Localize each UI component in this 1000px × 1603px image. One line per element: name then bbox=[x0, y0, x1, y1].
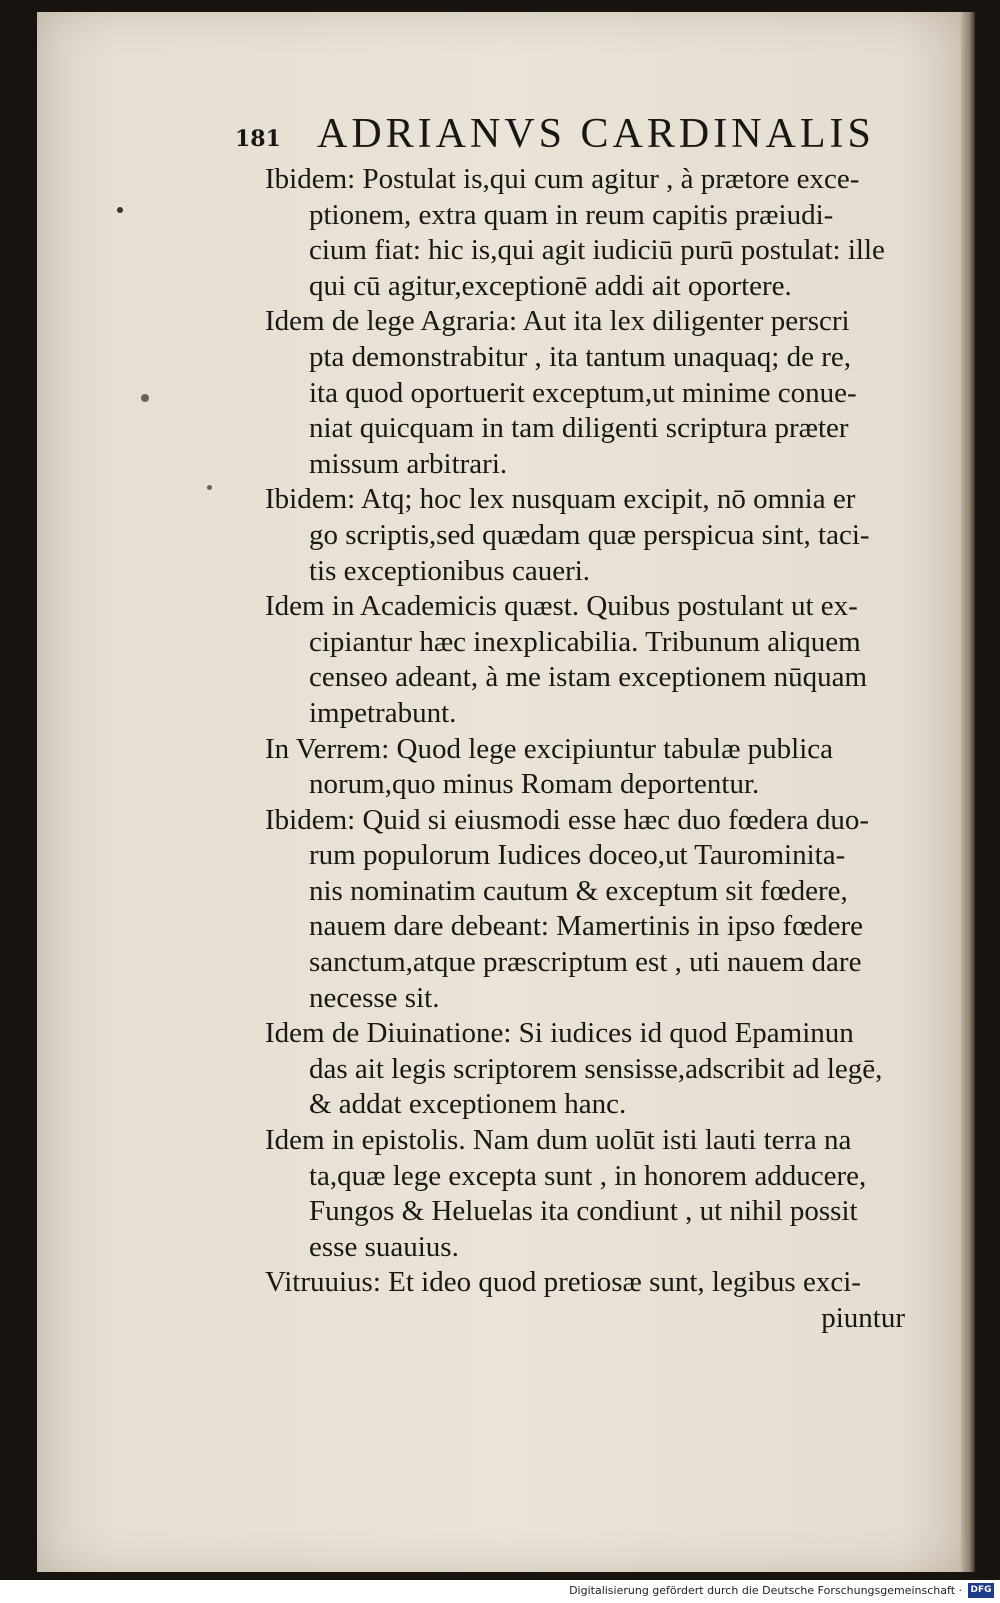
text-line: niat quicquam in tam diligenti scriptura præter bbox=[309, 412, 849, 445]
text-line: Ibidem: Atq; hoc lex nusquam excipit, nō omnia er bbox=[265, 483, 856, 516]
text-line: censeo adeant, à me istam exceptionem nūquam bbox=[309, 661, 868, 694]
text-line: missum arbitrari. bbox=[309, 447, 508, 480]
running-title: ADRIANVS CARDINALIS bbox=[317, 111, 875, 157]
text-entry bbox=[265, 1265, 945, 1301]
text-entry bbox=[265, 1123, 945, 1265]
footer-bar bbox=[0, 1580, 1000, 1603]
text-line: ta,quæ lege excepta sunt , in honorem adducere, bbox=[309, 1159, 867, 1192]
text-line: Idem de lege Agraria: Aut ita lex diligenter perscri bbox=[265, 305, 850, 338]
text-line: nauem dare debeant: Mamertinis in ipso fœdere bbox=[309, 910, 864, 943]
ink-speck bbox=[117, 207, 123, 213]
text-entry bbox=[265, 803, 945, 1017]
footer-credit: Digitalisierung gefördert durch die Deutsche Forschungsgemeinschaft · bbox=[569, 1584, 962, 1597]
text-line: norum,quo minus Romam deportentur. bbox=[309, 768, 760, 801]
text-line: Fungos & Heluelas ita condiunt , ut nihil possit bbox=[309, 1195, 858, 1228]
text-line: In Verrem: Quod lege excipiuntur tabulæ publica bbox=[265, 732, 834, 765]
text-line: Idem in epistolis. Nam dum uolūt isti lauti terra na bbox=[265, 1124, 852, 1157]
ink-speck bbox=[207, 485, 212, 490]
text-line: sanctum,atque præscriptum est , uti nauem dare bbox=[309, 946, 862, 979]
text-line: cipiantur hæc inexplicabilia. Tribunum aliquem bbox=[309, 625, 861, 658]
text-line: impetrabunt. bbox=[309, 696, 457, 729]
text-line: & addat exceptionem hanc. bbox=[309, 1088, 627, 1121]
text-line: ita quod oportuerit exceptum,ut minime conue- bbox=[309, 376, 857, 409]
text-entry bbox=[265, 304, 945, 482]
text-line: Idem de Diuinatione: Si iudices id quod Epaminun bbox=[265, 1017, 854, 1050]
page-header bbox=[235, 110, 895, 166]
text-line: qui cū agitur,exceptionē addi ait oportere. bbox=[309, 269, 792, 302]
text-line: Idem in Academicis quæst. Quibus postulant ut ex- bbox=[265, 590, 858, 623]
ink-speck bbox=[141, 394, 149, 402]
page-number: 181 bbox=[235, 126, 281, 152]
text-line: Ibidem: Quid si eiusmodi esse hæc duo fœdera duo- bbox=[265, 803, 870, 836]
text-line: esse suauius. bbox=[309, 1230, 459, 1263]
text-entry bbox=[265, 482, 945, 589]
catchword: piuntur bbox=[821, 1302, 905, 1334]
text-line: go scriptis,sed quædam quæ perspicua sint, taci- bbox=[309, 518, 870, 551]
text-line: cium fiat: hic is,qui agit iudiciū purū postulat: ille bbox=[309, 234, 885, 267]
text-line: necesse sit. bbox=[309, 981, 440, 1014]
text-line: Ibidem: Postulat is,qui cum agitur , à prætore exce- bbox=[265, 163, 860, 195]
text-line: das ait legis scriptorem sensisse,adscribit ad legē, bbox=[309, 1052, 883, 1085]
dfg-logo: DFG bbox=[968, 1583, 994, 1598]
text-line: ptionem, extra quam in reum capitis præiudi- bbox=[309, 198, 834, 231]
text-entry bbox=[265, 732, 945, 803]
text-entry bbox=[265, 1016, 945, 1123]
text-line: Vitruuius: Et ideo quod pretiosæ sunt, legibus exci- bbox=[265, 1266, 861, 1299]
page-gutter bbox=[961, 12, 975, 1572]
text-entry bbox=[265, 589, 945, 731]
text-line: tis exceptionibus caueri. bbox=[309, 554, 591, 587]
text-line: nis nominatim cautum & exceptum sit fœdere, bbox=[309, 874, 848, 907]
text-line: pta demonstrabitur , ita tantum unaquaq; de re, bbox=[309, 340, 851, 373]
text-entry bbox=[265, 162, 945, 304]
text-line: rum populorum Iudices doceo,ut Taurominita- bbox=[309, 839, 846, 872]
body-text bbox=[265, 162, 945, 1337]
